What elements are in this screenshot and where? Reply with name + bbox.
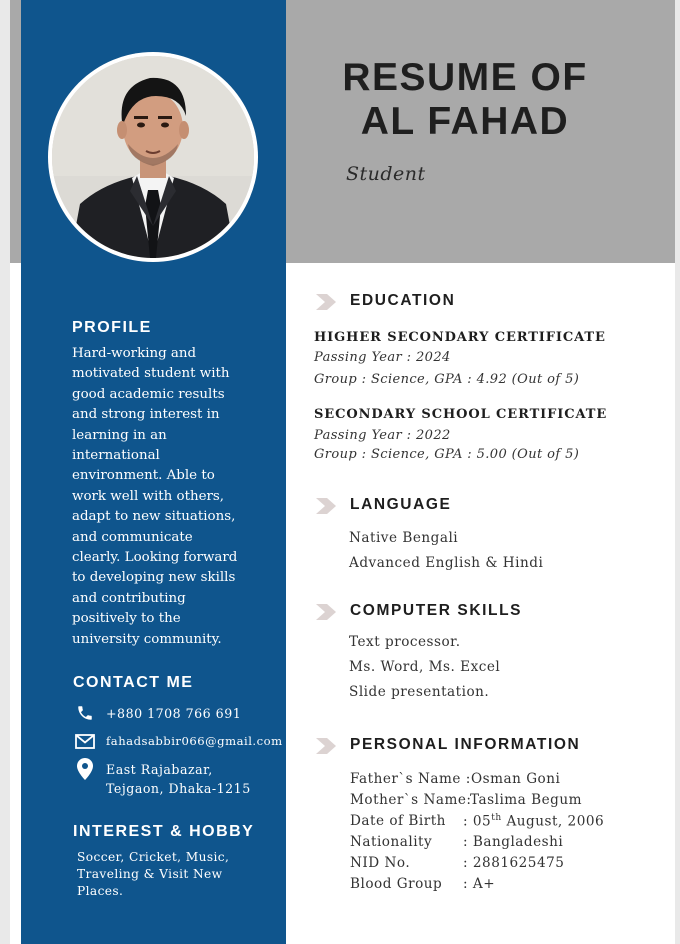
education-title: SECONDARY SCHOOL CERTIFICATE xyxy=(314,407,608,422)
dob-value xyxy=(463,813,604,830)
education-year: Passing Year : 2022 xyxy=(314,428,451,443)
fathers-name-label: Father`s Name : xyxy=(350,771,471,787)
skill-item: Slide presentation. xyxy=(349,684,490,700)
fathers-name-value: Osman Goni xyxy=(471,771,561,787)
nationality-value: : Bangladeshi xyxy=(463,834,564,850)
email-address: fahadsabbir066@gmail.com xyxy=(106,734,283,748)
contact-address xyxy=(74,760,251,798)
skills-arrow-icon xyxy=(316,604,338,620)
contact-email xyxy=(74,732,283,751)
address-text: East Rajabazar, Tejgaon, Dhaka-1215 xyxy=(106,762,251,796)
education-year: Passing Year : 2024 xyxy=(314,350,451,365)
personal-arrow-icon xyxy=(316,738,338,754)
education-group: Group : Science, GPA : 5.00 (Out of 5) xyxy=(314,447,580,462)
blood-group-value: : A+ xyxy=(463,876,496,892)
title-line-1: RESUME OF xyxy=(342,56,588,99)
education-title: HIGHER SECONDARY CERTIFICATE xyxy=(314,330,606,345)
language-heading: LANGUAGE xyxy=(350,496,452,513)
mail-icon xyxy=(74,732,96,750)
nid-value: : 2881625475 xyxy=(463,855,565,871)
mothers-name-value: Taslima Begum xyxy=(470,792,582,808)
dob-day: : 05 xyxy=(463,813,492,830)
role-subtitle: Student xyxy=(346,163,426,185)
dob-rest: August, 2006 xyxy=(501,813,605,830)
contact-heading: CONTACT ME xyxy=(73,674,194,691)
language-item: Advanced English & Hindi xyxy=(349,555,544,571)
title-line-2: AL FAHAD xyxy=(360,100,570,143)
phone-number: +880 1708 766 691 xyxy=(106,706,242,721)
computer-skills-heading: COMPUTER SKILLS xyxy=(350,602,523,619)
education-group: Group : Science, GPA : 4.92 (Out of 5) xyxy=(314,372,580,387)
language-arrow-icon xyxy=(316,498,338,514)
profile-heading: PROFILE xyxy=(72,319,152,336)
interest-text: Soccer, Cricket, Music, Traveling & Visit New Places. xyxy=(77,850,230,898)
dob-label: Date of Birth xyxy=(350,813,446,829)
skill-item: Text processor. xyxy=(349,634,461,650)
contact-phone xyxy=(74,704,241,723)
personal-info-heading: PERSONAL INFORMATION xyxy=(350,736,581,753)
profile-photo xyxy=(52,56,254,258)
education-heading: EDUCATION xyxy=(350,292,456,309)
location-pin-icon xyxy=(74,760,96,778)
nid-label: NID No. xyxy=(350,855,411,871)
interest-heading: INTEREST & HOBBY xyxy=(73,823,255,840)
nationality-label: Nationality xyxy=(350,834,433,850)
resume-title xyxy=(300,56,630,144)
blood-group-label: Blood Group xyxy=(350,876,443,892)
dob-suffix: th xyxy=(491,813,502,823)
phone-icon xyxy=(74,704,96,722)
profile-text: Hard-working and motivated student with good academic results and strong interest in learning in an international environment. Able to work well with others, adapt to new situations, and communicate clearly. Looking forward to developing new skills and contributing positively to the university community. xyxy=(72,346,238,647)
education-arrow-icon xyxy=(316,294,338,310)
language-item: Native Bengali xyxy=(349,530,459,546)
skill-item: Ms. Word, Ms. Excel xyxy=(349,659,501,675)
mothers-name-label: Mother`s Name: xyxy=(350,792,472,808)
